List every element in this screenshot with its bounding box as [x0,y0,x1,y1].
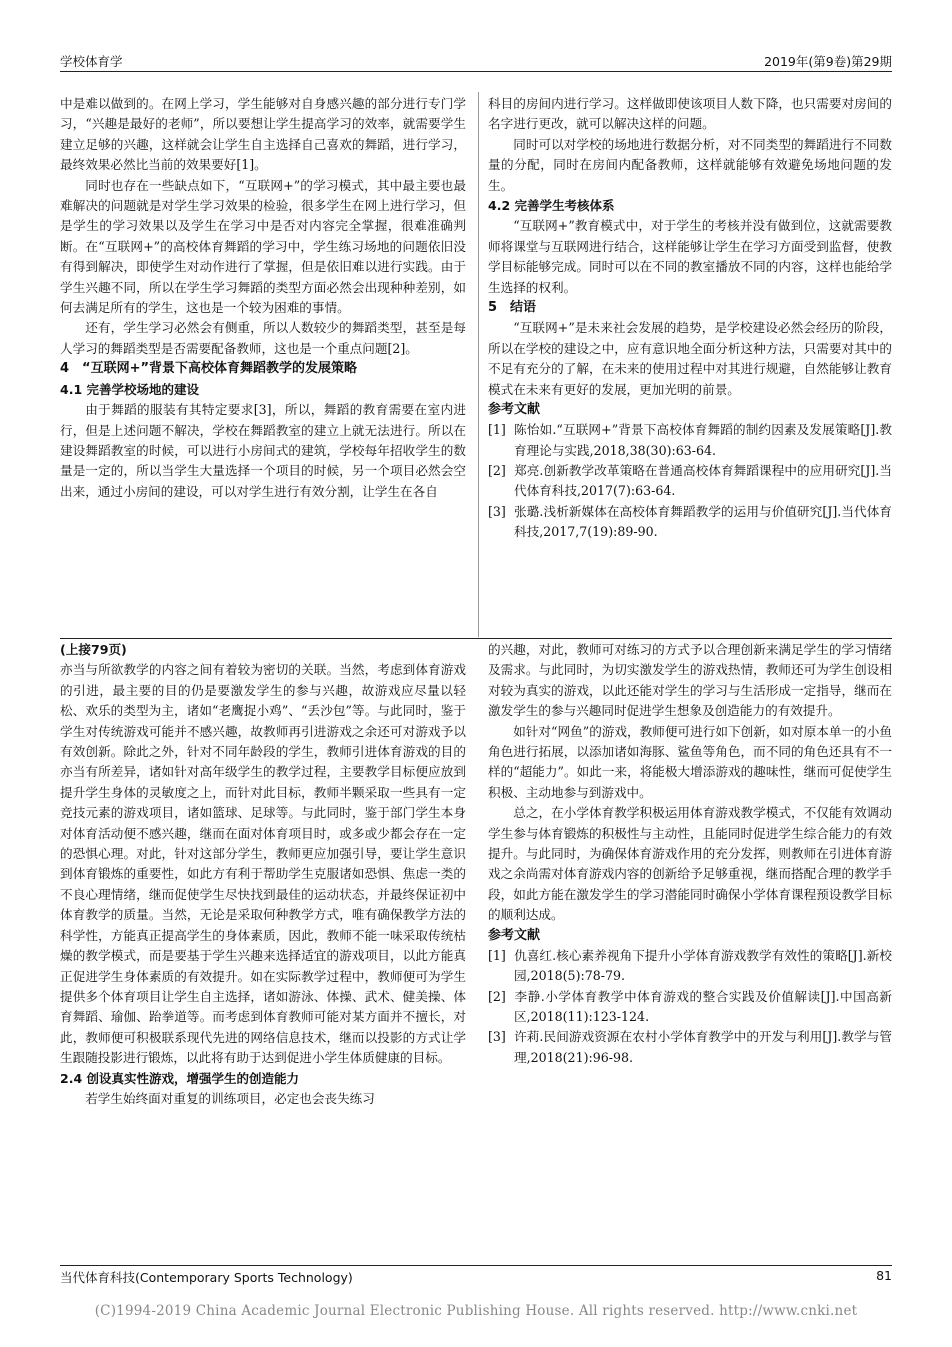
reference-text: 仇喜红.核心素养视角下提升小学体育游戏教学有效性的策略[J].新校园,2018(5):78-79. [514,947,892,984]
paragraph: 由于舞蹈的服装有其特定要求[3]，所以，舞蹈的教育需要在室内进行，但是上述问题不解决，学校在舞蹈教室的建立上就无法进行。所以在建设舞蹈教室的时候，可以进行小房间式的建筑，学校每年招收学生的数量是一定的，所以当学生大量选择一个项目的时候，另一个项目必然会空出来，通过小房间的建设，可以对学生进行有效分割，让学生在各自 [60,402,466,499]
running-header-journal: 学校体育学 [60,54,123,69]
reference-text: 张璐.浅析新媒体在高校体育舞蹈教学的运用与价值研究[J].当代体育科技,2017,7(19):89-90. [514,503,892,540]
paragraph: 的兴趣，对此，教师可对练习的方式予以合理创新来满足学生的学习情绪及需求。与此同时，为切实激发学生的游戏热情，教师还可为学生创设相对较为真实的游戏，以此还能对学生的学习与生活形成一定指导，继而在激发学生的参与兴趣同时促进学生想象及创造能力的有效提升。 [488,642,892,719]
footer-journal: 当代体育科技(Contemporary Sports Technology) [60,1270,353,1285]
paragraph: “互联网+”是未来社会发展的趋势，是学校建设必然会经历的阶段，所以在学校的建设之中，应有意识地全面分析这种方法，只需要对其中的不足有充分的了解，在未来的使用过程中对其进行规避，自然能够让教育模式在未来有更好的发展，更加光明的前景。 [488,320,892,397]
reference-number: [2] [488,462,506,478]
reference-item [488,1027,892,1068]
reference-text: 许莉.民间游戏资源在农村小学体育教学中的开发与利用[J].教学与管理,2018(21):96-98. [514,1029,892,1065]
references-heading: 参考文献 [488,927,541,943]
paragraph: 科目的房间内进行学习。这样做即使该项目人数下降，也只需要对房间的名字进行更改，就可以解决这样的问题。 [488,96,892,132]
reference-item [488,946,892,987]
references-heading: 参考文献 [488,402,541,418]
paragraph: 还有，学生学习必然会有侧重，所以人数较少的舞蹈类型，甚至是每人学习的舞蹈类型是否需要配备教师，这也是一个重点问题[2]。 [60,320,466,356]
reference-item [488,987,892,1028]
reference-number: [1] [488,422,506,438]
paragraph: 如针对“网鱼”的游戏，教师便可进行如下创新，如对原本单一的小鱼角色进行拓展，以添加诸如海豚、鲨鱼等角色，而不同的角色还具有不一样的“超能力”。如此一来，将能极大增添游戏的趣味性，继而可促使学生积极、主动地参与到游戏中。 [488,723,892,800]
top-left-column [60,94,466,502]
paragraph: 同时可以对学校的场地进行数据分析，对不同类型的舞蹈进行不同数量的分配，同时在房间内配备教师，这样就能够有效避免场地问题的发生。 [488,136,892,193]
reference-number: [3] [488,1029,506,1045]
continued-from-label: (上接79页) [60,642,127,657]
copyright-notice: (C)1994-2019 China Academic Journal Electronic Publishing House. All rights reserved. http://www.cnki.net [94,1303,858,1319]
bottom-left-column [60,640,466,1109]
subsection-heading: 2.4 创设真实性游戏，增强学生的创造能力 [60,1070,299,1086]
top-right-column [488,94,892,543]
paragraph: 同时也存在一些缺点如下，“互联网+”的学习模式，其中最主要也最难解决的问题就是对学生学习效果的检验，很多学生在网上进行学习，但是学生的学习效果以及学生在学习中是否对内容完全掌握，很难准确判断。在“互联网+”的高校体育舞蹈的学习中，学生练习场地的问题依旧没有得到解决，即使学生对动作进行了掌握，但是依旧难以进行实践。由于学生兴趣不同，所以在学生学习舞蹈的类型方面必然会出现种种差别，如何去满足所有的学生，这也是一个较为困难的事情。 [60,177,466,316]
paragraph: 若学生始终面对重复的训练项目，必定也会丧失练习 [85,1090,375,1106]
reference-item [488,461,892,502]
paragraph: 亦当与所欲教学的内容之间有着较为密切的关联。当然，考虑到体育游戏的引进，最主要的目的仍是要激发学生的参与兴趣，故游戏应尽量以轻松、欢乐的类型为主，诸如“老鹰捉小鸡”、“丢沙包”等。与此同时，鉴于学生对传统游戏可能并不感兴趣，故教师再引进游戏之余还可对游戏予以有效创新。除此之外，针对不同年龄段的学生，教师引进体育游戏的目的亦当有所差异，诸如针对高年级学生的教学过程，主要教学目标便应放到提升学生身体的灵敏度之上，而针对此目标，教师半颗采取一些具有一定竞技元素的游戏项目，诸如篮球、足球等。与此同时，鉴于部门学生本身对体育活动便不感兴趣，继而在面对体育项目时，或多或少都会存在一定的恐惧心理。对此，针对这部分学生，教师更应加强引导，要让学生意识到体育锻炼的重要性，如此方有利于帮助学生克服诸如恐惧、焦虑一类的不良心理情绪，继而促使学生尽快找到最佳的运动状态，并最终保证初中体育教学的质量。当然，无论是采取何种教学方式，唯有确保教学方法的科学性，方能真正提高学生的身体素质，因此，教师不能一味采取传统枯燥的教学模式，而是要基于学生兴趣来选择适宜的游戏项目，以此方能真正促进学生身体素质的有效提升。如在实际教学过程中，教师便可为学生提供多个体育项目让学生自主选择，诸如游泳、体操、武术、健美操、体育舞蹈、瑜伽、跆拳道等。而考虑到体育教师可能对某方面并不擅长，对此，教师便可积极联系现代先进的网络信息技术，继而以投影的方式让学生跟随投影进行锻炼，以此将有助于达到促进小学生体质健康的目标。 [60,662,466,1066]
bottom-right-column [488,640,892,1068]
section-heading: 5 结语 [488,300,537,316]
reference-text: 郑亮.创新教学改革策略在普通高校体育舞蹈课程中的应用研究[J].当代体育科技,2017(7):63-64. [514,462,892,499]
paragraph: 总之，在小学体育教学积极运用体育游戏教学模式，不仅能有效调动学生参与体育锻炼的积极性与主动性，且能同时促进学生综合能力的有效提升。与此同时，为确保体育游戏作用的充分发挥，则教师在引进体育游戏之余尚需对体育游戏内容的创新给予足够重视，继而搭配合理的教学手段，如此方能在激发学生的学习潜能同时确保小学体育课程预设教学目标的顺利达成。 [488,805,892,923]
running-header-issue: 2019年(第9卷)第29期 [764,54,892,69]
subsection-heading: 4.1 完善学校场地的建设 [60,381,199,397]
reference-text: 李静.小学体育教学中体育游戏的整合实践及价值解读[J].中国高新区,2018(11):123-124. [514,988,892,1024]
reference-item [488,420,892,461]
reference-number: [3] [488,503,506,519]
section-separator [60,638,892,639]
subsection-heading: 4.2 完善学生考核体系 [488,198,615,214]
reference-item [488,502,892,543]
reference-number: [2] [488,988,506,1004]
column-divider [478,92,479,637]
page-number: 81 [876,1268,892,1283]
header-rule [60,71,892,72]
reference-text: 陈怡如.“互联网+”背景下高校体育舞蹈的制约因素及发展策略[J].教育理论与实践,2018,38(30):63-64. [514,422,892,458]
paragraph: “互联网+”教育模式中，对于学生的考核并没有做到位，这就需要教师将课堂与互联网进行结合，这样能够让学生在学习方面受到监督，使教学目标能够完成。同时可以在不同的教室播放不同的内容，这样也能给学生选择的权利。 [488,218,892,295]
footer-rule [60,1265,892,1266]
paragraph: 中是难以做到的。在网上学习，学生能够对自身感兴趣的部分进行专门学习，“兴趣是最好的老师”，所以要想让学生提高学习的效率，就需要学生建立足够的兴趣，这样就会让学生自主选择自己喜欢的舞蹈，进行学习，最终效果必然比当前的效果要好[1]。 [60,96,466,173]
reference-number: [1] [488,947,506,963]
section-heading: 4 “互联网+”背景下高校体育舞蹈教学的发展策略 [60,361,358,377]
